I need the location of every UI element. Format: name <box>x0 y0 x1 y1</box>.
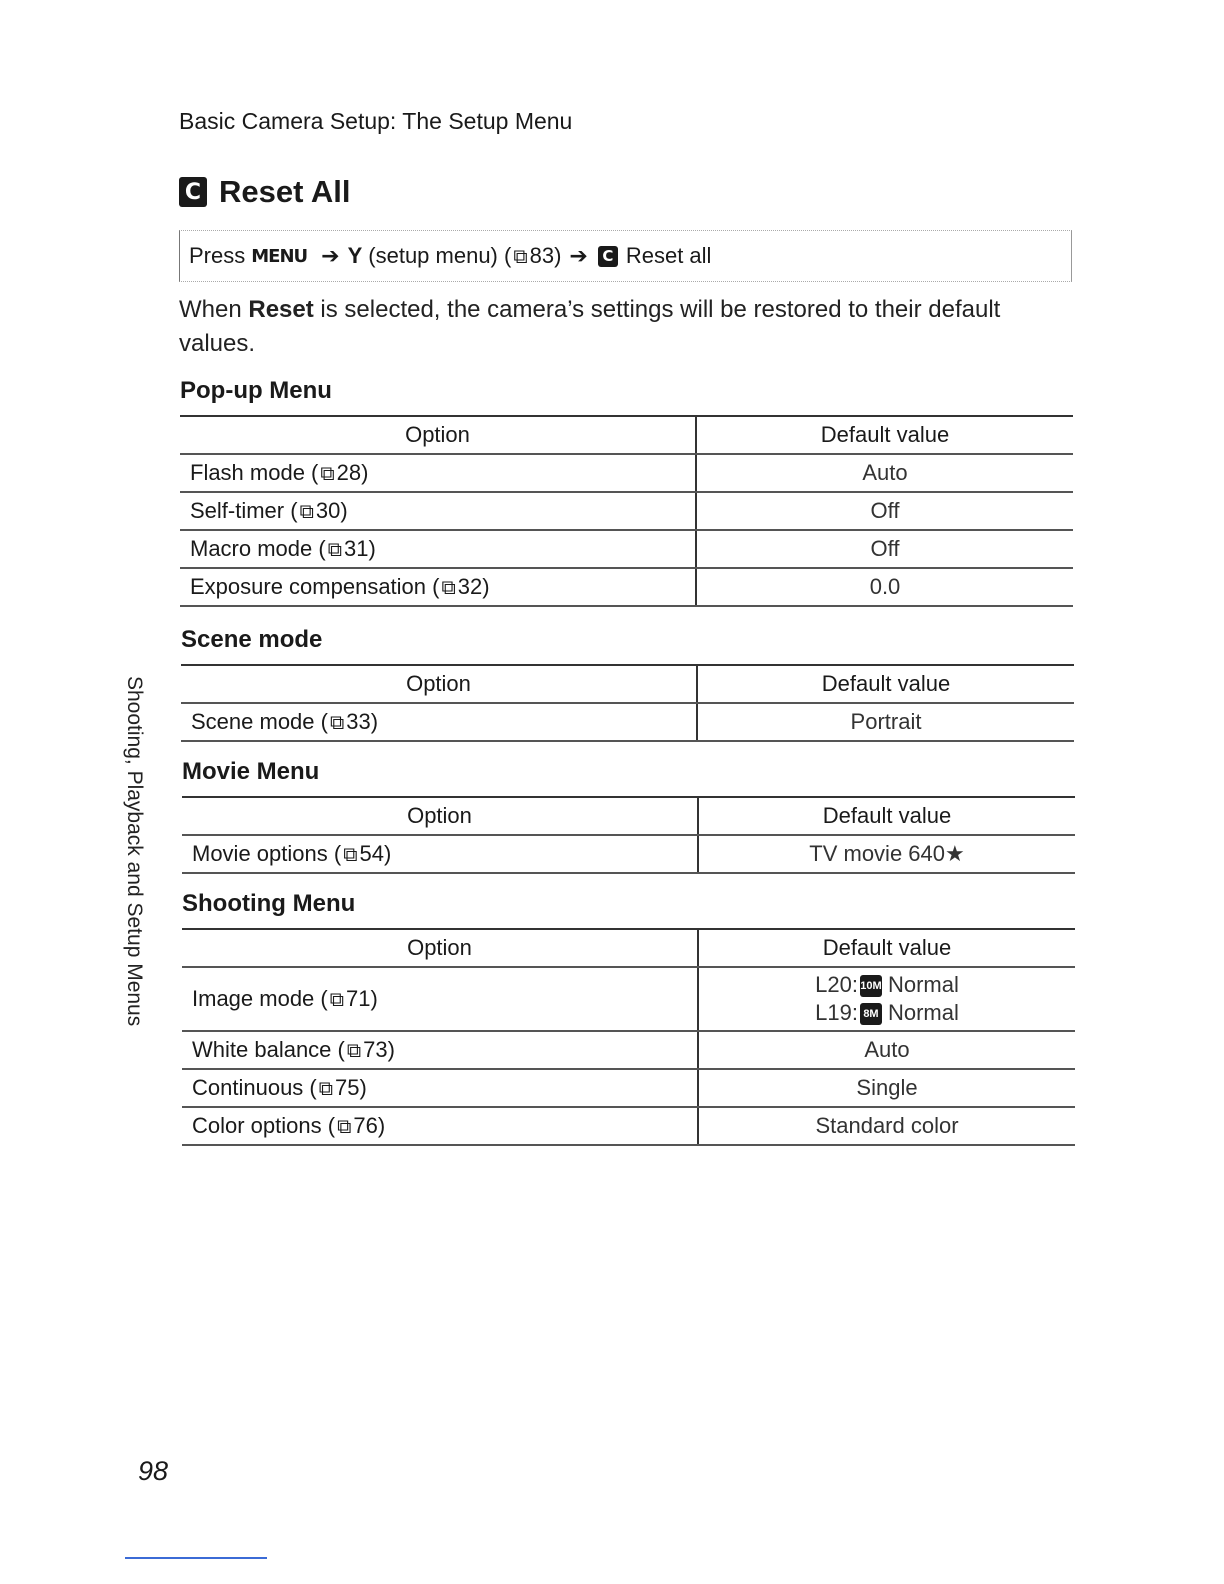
column-header: Default value <box>696 416 1073 454</box>
row-option: Exposure compensation ( <box>190 574 440 599</box>
book-icon: ⧉ <box>329 987 345 1011</box>
row-page: 71) <box>346 986 378 1011</box>
nav-setup-page: 83) <box>529 243 562 268</box>
book-icon: ⧉ <box>318 1076 334 1100</box>
page-title <box>179 174 351 210</box>
book-icon: ⧉ <box>320 461 335 485</box>
row-page: 75) <box>335 1075 367 1100</box>
table-row <box>182 967 1075 1031</box>
book-icon: ⧉ <box>513 244 528 268</box>
row-page: 31) <box>344 536 376 561</box>
nav-press: Press <box>189 243 246 268</box>
arrow-icon: ➔ <box>569 243 588 268</box>
book-icon: ⧉ <box>327 537 342 561</box>
row-page: 30) <box>315 498 348 523</box>
row-option: Movie options ( <box>192 841 342 866</box>
row-page: 73) <box>363 1037 395 1062</box>
setup-wrench-icon: Y <box>347 243 363 268</box>
row-value: Auto <box>696 454 1073 492</box>
nav-setup-text: (setup menu) ( <box>368 243 512 268</box>
section-title: Movie Menu <box>182 758 320 785</box>
table-row <box>182 1031 1075 1069</box>
table-row <box>181 703 1074 741</box>
page-title-text: Reset All <box>219 174 351 209</box>
row-page: 33) <box>346 709 379 734</box>
table-row <box>182 835 1075 873</box>
movie-menu-table <box>182 796 1075 874</box>
section-title: Scene mode <box>181 626 323 653</box>
row-value <box>698 967 1075 1031</box>
l20-prefix: L20: <box>815 972 858 997</box>
l20-text: Normal <box>887 972 959 997</box>
section-title: Shooting Menu <box>182 890 356 917</box>
row-value: Off <box>696 492 1073 530</box>
page-number: 98 <box>138 1456 169 1486</box>
table-row <box>180 454 1073 492</box>
section-title: Pop-up Menu <box>180 377 332 404</box>
8m-image-mode-icon: 8M <box>860 1003 882 1025</box>
intro-paragraph <box>179 293 1059 361</box>
book-icon: ⧉ <box>329 710 345 734</box>
breadcrumb: Basic Camera Setup: The Setup Menu <box>179 108 573 134</box>
row-value: TV movie 640★ <box>698 835 1075 873</box>
column-header: Option <box>181 665 697 703</box>
10m-image-mode-icon: 10M <box>860 975 882 997</box>
side-tab-label: Shooting, Playback and Setup Menus <box>123 676 146 1027</box>
reset-all-icon: C <box>598 246 618 267</box>
l19-text: Normal <box>887 1000 959 1025</box>
table-row <box>180 568 1073 606</box>
row-page: 32) <box>457 574 490 599</box>
row-option: Scene mode ( <box>191 709 328 734</box>
column-header: Option <box>180 416 696 454</box>
popup-menu-table <box>180 415 1073 607</box>
footer-rule <box>125 1557 267 1559</box>
column-header: Option <box>182 797 698 835</box>
row-value: 0.0 <box>696 568 1073 606</box>
book-icon: ⧉ <box>343 842 358 866</box>
menu-path-box <box>179 230 1072 282</box>
table-row <box>182 1069 1075 1107</box>
row-value: Single <box>698 1069 1075 1107</box>
l19-prefix: L19: <box>815 1000 858 1025</box>
column-header: Default value <box>697 665 1074 703</box>
row-value: Standard color <box>698 1107 1075 1145</box>
row-option: Macro mode ( <box>190 536 326 561</box>
row-option: Image mode ( <box>192 986 328 1011</box>
row-option: Self-timer ( <box>190 498 298 523</box>
table-row <box>180 530 1073 568</box>
shooting-menu-table <box>182 928 1075 1146</box>
row-page: 54) <box>359 841 392 866</box>
nav-reset-text: Reset all <box>625 243 712 268</box>
row-page: 28) <box>336 460 369 485</box>
row-value: Auto <box>698 1031 1075 1069</box>
row-option: Flash mode ( <box>190 460 319 485</box>
table-row <box>182 1107 1075 1145</box>
reset-all-icon: C <box>179 177 207 207</box>
intro-text: When <box>179 296 249 323</box>
arrow-icon: ➔ <box>321 243 340 268</box>
column-header: Option <box>182 929 698 967</box>
row-option: Color options ( <box>192 1113 336 1138</box>
column-header: Default value <box>698 797 1075 835</box>
scene-mode-table <box>181 664 1074 742</box>
table-row <box>180 492 1073 530</box>
row-value: Off <box>696 530 1073 568</box>
book-icon: ⧉ <box>346 1038 362 1062</box>
book-icon: ⧉ <box>299 499 314 523</box>
row-option: Continuous ( <box>192 1075 317 1100</box>
row-page: 76) <box>353 1113 386 1138</box>
row-option: White balance ( <box>192 1037 345 1062</box>
intro-text: is selected, the camera’s settings will be restored to their default values. <box>179 296 1001 357</box>
menu-button-label: MENU <box>251 245 308 267</box>
row-value: Portrait <box>697 703 1074 741</box>
book-icon: ⧉ <box>441 575 456 599</box>
column-header: Default value <box>698 929 1075 967</box>
book-icon: ⧉ <box>337 1114 352 1138</box>
intro-bold: Reset <box>248 296 314 323</box>
